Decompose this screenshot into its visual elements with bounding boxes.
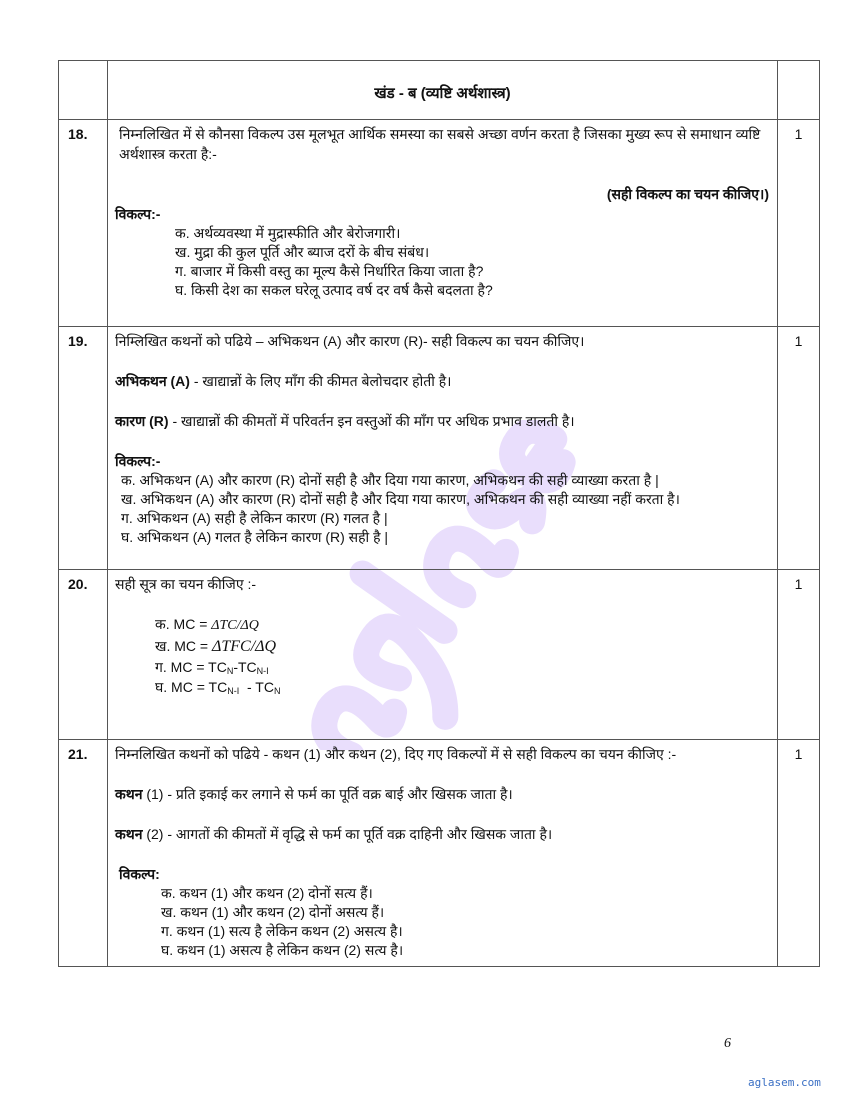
subscript: N — [273, 686, 281, 696]
section-header-row — [59, 61, 820, 120]
option: घ. कथन (1) असत्य है लेकिन कथन (2) सत्य है। — [161, 942, 404, 958]
option: ख. अभिकथन (A) और कारण (R) दोनों सही है और दिया गया कारण, अभिकथन की सही व्याख्या नहीं करता है। — [121, 491, 680, 507]
formula: ΔTFC/ΔQ — [211, 638, 277, 655]
formula-part: - TC — [239, 679, 274, 695]
subscript: N-I — [256, 666, 269, 676]
question-number: 20. — [59, 570, 108, 740]
marks: 1 — [778, 120, 820, 327]
option — [115, 636, 771, 657]
option: ख. मुद्रा की कुल पूर्ति और ब्याज दरों के बीच संबंध। — [175, 244, 430, 260]
option: क. कथन (1) और कथन (2) दोनों सत्य हैं। — [161, 885, 373, 901]
instruction: (सही विकल्प का चयन कीजिए।) — [606, 186, 769, 202]
question-number: 18. — [59, 120, 108, 327]
site-footer: aglasem.com — [748, 1076, 821, 1089]
page-number: 6 — [724, 1036, 731, 1051]
question-number: 19. — [59, 327, 108, 570]
option — [115, 677, 771, 697]
assertion-text: - खाद्यान्नों के लिए माँग की कीमत बेलोचदार होती है। — [189, 373, 452, 389]
option-prefix: ग. MC = TC — [155, 659, 227, 675]
formula-part: -TC — [233, 659, 257, 675]
statement-text: (2) - आगतों की कीमतों में वृद्धि से फर्म का पूर्ति वक्र दाहिनी और खिसक जाता है। — [142, 826, 553, 842]
option: घ. किसी देश का सकल घरेलू उत्पाद वर्ष दर वर्ष कैसे बदलता है? — [175, 282, 493, 298]
question-number: 21. — [59, 740, 108, 967]
option — [115, 657, 771, 677]
option: ग. बाजार में किसी वस्तु का मूल्य कैसे निर्धारित किया जाता है? — [175, 263, 484, 279]
options-label: विकल्प:- — [115, 453, 161, 469]
assertion — [115, 371, 771, 391]
option: ख. कथन (1) और कथन (2) दोनों असत्य हैं। — [161, 904, 385, 920]
reason-label: कारण (R) — [115, 413, 169, 429]
option — [115, 614, 771, 636]
question-text: निम्लिखित कथनों को पढिये – अभिकथन (A) और कारण (R)- सही विकल्प का चयन कीजिए। — [115, 333, 585, 349]
option: क. अभिकथन (A) और कारण (R) दोनों सही है और दिया गया कारण, अभिकथन की सही व्याख्या करता है | — [121, 472, 659, 488]
question-text: निम्नलिखित कथनों को पढिये - कथन (1) और कथन (2), दिए गए विकल्पों में से सही विकल्प का चयन कीजिए :- — [115, 746, 677, 762]
option-prefix: घ. MC = TC — [155, 679, 228, 695]
option: ग. कथन (1) सत्य है लेकिन कथन (2) असत्य है। — [161, 923, 403, 939]
marks: 1 — [778, 740, 820, 967]
option-prefix: ख. MC = — [155, 638, 212, 654]
options-label: विकल्प:- — [115, 206, 161, 222]
subscript: N-I — [227, 686, 240, 696]
subscript: N — [226, 666, 234, 676]
question-19 — [59, 327, 820, 570]
statement-2 — [115, 824, 771, 844]
question-text: निम्नलिखित में से कौनसा विकल्प उस मूलभूत आर्थिक समस्या का सबसे अच्छा वर्णन करता है जिसका मुख्य रूप से समाधान व्यष्टि अर्थशास्त्र करता है:- — [119, 126, 761, 162]
reason-text: - खाद्यान्नों की कीमतों में परिवर्तन इन वस्तुओं की माँग पर अधिक प्रभाव डालती है। — [168, 413, 575, 429]
assertion-label: अभिकथन (A) — [115, 373, 190, 389]
question-text: सही सूत्र का चयन कीजिए :- — [115, 576, 257, 592]
question-table — [58, 60, 820, 967]
option: घ. अभिकथन (A) गलत है लेकिन कारण (R) सही है | — [121, 529, 389, 545]
question-21 — [59, 740, 820, 967]
statement-text: (1) - प्रति इकाई कर लगाने से फर्म का पूर्ति वक्र बाई और खिसक जाता है। — [142, 786, 513, 802]
marks: 1 — [778, 570, 820, 740]
option: क. अर्थव्यवस्था में मुद्रास्फीति और बेरोजगारी। — [175, 225, 401, 241]
marks: 1 — [778, 327, 820, 570]
section-title: खंड - ब (व्यष्टि अर्थशास्त्र) — [108, 61, 778, 120]
reason — [115, 411, 771, 431]
statement-1 — [115, 784, 771, 804]
question-18 — [59, 120, 820, 327]
statement-label: कथन — [115, 826, 143, 842]
statement-label: कथन — [115, 786, 143, 802]
option-prefix: क. MC = — [155, 616, 212, 632]
option: ग. अभिकथन (A) सही है लेकिन कारण (R) गलत है | — [121, 510, 388, 526]
question-20 — [59, 570, 820, 740]
options-label: विकल्प: — [119, 866, 160, 882]
formula: ΔTC/ΔQ — [211, 618, 259, 633]
